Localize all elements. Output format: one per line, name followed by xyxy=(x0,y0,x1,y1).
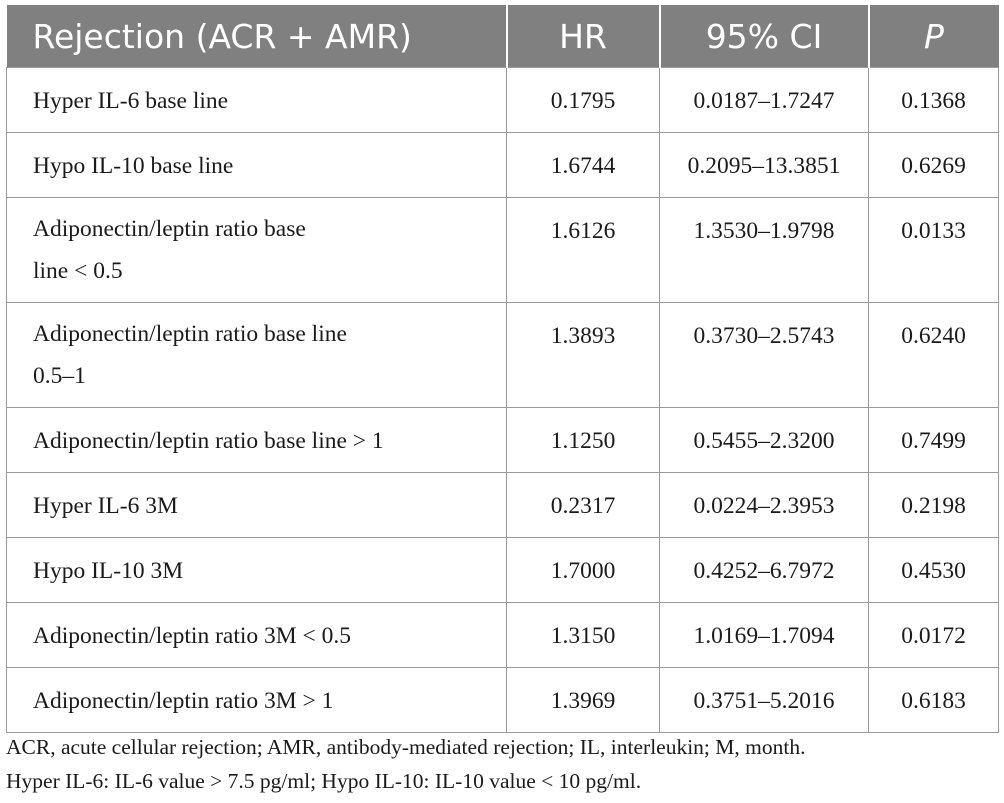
row-p: 0.0172 xyxy=(869,603,999,668)
row-p: 0.2198 xyxy=(869,473,999,538)
row-ci: 0.4252–6.7972 xyxy=(660,538,869,603)
row-p: 0.4530 xyxy=(869,538,999,603)
row-label: Hyper IL-6 3M xyxy=(7,473,507,538)
row-label-line-2: line < 0.5 xyxy=(33,258,123,284)
row-ci: 0.0224–2.3953 xyxy=(660,473,869,538)
table-row xyxy=(7,68,999,133)
row-label-line-1: Adiponectin/leptin ratio base xyxy=(33,216,306,242)
row-p: 0.7499 xyxy=(869,408,999,473)
row-hr: 0.2317 xyxy=(507,473,660,538)
table-row xyxy=(7,408,999,473)
row-ci: 0.3751–5.2016 xyxy=(660,668,869,733)
row-p: 0.0133 xyxy=(869,198,999,303)
row-ci: 1.3530–1.9798 xyxy=(660,198,869,303)
header-p: P xyxy=(869,5,999,68)
row-label: Hypo IL-10 base line xyxy=(7,133,507,198)
row-ci: 0.0187–1.7247 xyxy=(660,68,869,133)
table-row xyxy=(7,473,999,538)
row-ci: 0.2095–13.3851 xyxy=(660,133,869,198)
row-label-line-2: 0.5–1 xyxy=(33,363,86,389)
row-hr: 1.1250 xyxy=(507,408,660,473)
row-label: Adiponectin/leptin ratio 3M < 0.5 xyxy=(7,603,507,668)
row-ci: 0.3730–2.5743 xyxy=(660,303,869,408)
row-hr: 1.3150 xyxy=(507,603,660,668)
row-p: 0.6269 xyxy=(869,133,999,198)
table-row xyxy=(7,603,999,668)
table-row xyxy=(7,668,999,733)
row-hr: 0.1795 xyxy=(507,68,660,133)
row-p: 0.1368 xyxy=(869,68,999,133)
table-row xyxy=(7,303,999,408)
rejection-hazard-table xyxy=(6,5,999,733)
header-ci: 95% CI xyxy=(660,5,869,68)
row-label: Hyper IL-6 base line xyxy=(7,68,507,133)
table-footnote xyxy=(6,730,998,798)
footnote-definitions: Hyper IL-6: IL-6 value > 7.5 pg/ml; Hypo IL-10: IL-10 value < 10 pg/ml. xyxy=(6,769,642,793)
row-hr: 1.6744 xyxy=(507,133,660,198)
table-row xyxy=(7,198,999,303)
row-hr: 1.7000 xyxy=(507,538,660,603)
table-header-row xyxy=(7,5,999,68)
header-rejection: Rejection (ACR + AMR) xyxy=(7,5,507,68)
row-p: 0.6240 xyxy=(869,303,999,408)
row-label xyxy=(7,198,507,303)
row-ci: 0.5455–2.3200 xyxy=(660,408,869,473)
row-label-line-1: Adiponectin/leptin ratio base line xyxy=(33,321,347,347)
row-label: Hypo IL-10 3M xyxy=(7,538,507,603)
table-row xyxy=(7,538,999,603)
row-label: Adiponectin/leptin ratio base line > 1 xyxy=(7,408,507,473)
results-table-container xyxy=(6,5,998,733)
row-label: Adiponectin/leptin ratio 3M > 1 xyxy=(7,668,507,733)
row-hr: 1.3969 xyxy=(507,668,660,733)
row-label xyxy=(7,303,507,408)
row-ci: 1.0169–1.7094 xyxy=(660,603,869,668)
row-p: 0.6183 xyxy=(869,668,999,733)
row-hr: 1.6126 xyxy=(507,198,660,303)
footnote-abbreviations: ACR, acute cellular rejection; AMR, antibody-mediated rejection; IL, interleukin; M, month. xyxy=(6,735,806,759)
row-hr: 1.3893 xyxy=(507,303,660,408)
table-row xyxy=(7,133,999,198)
header-hr: HR xyxy=(507,5,660,68)
